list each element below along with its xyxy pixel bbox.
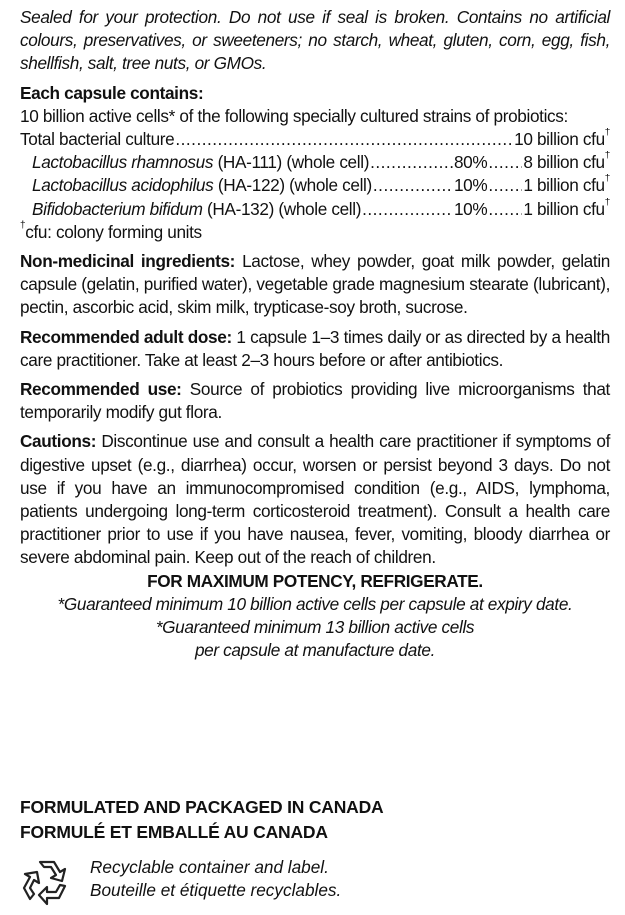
recycle-notice xyxy=(20,856,610,906)
total-culture-label: Total bacterial culture xyxy=(20,129,175,150)
strain-name: Bifidobacterium bifidum (HA-132) (whole cell) xyxy=(32,198,362,219)
cautions-section: Cautions: Discontinue use and consult a health care practitioner if symptoms of digestive upset (e.g., diarrhea) occur, worsen or persist beyond 3 days. Do not use if you have an immunocompromised condition (e.g., AIDS, lymphoma, patients undergoing long-term corticosteroid treatment). Consult a health care practitioner prior to use if you have nausea, fever, vomiting, bloody diarrhea or severe abdominal pain. Keep out of the reach of children. xyxy=(20,431,610,568)
capsule-heading: Each capsule contains: xyxy=(20,82,204,103)
strain-amount: 1 billion cfu† xyxy=(523,197,610,219)
dot-leader xyxy=(362,198,453,221)
recycle-text xyxy=(90,856,341,902)
origin-english: FORMULATED AND PACKAGED IN CANADA xyxy=(20,797,384,817)
use-heading: Recommended use: xyxy=(20,379,182,400)
product-label-text xyxy=(20,6,610,662)
strain-amount: 1 billion cfu† xyxy=(523,174,610,196)
strain-name: Lactobacillus rhamnosus (HA-111) (whole cell) xyxy=(32,152,370,173)
recycle-french: Bouteille et étiquette recyclables. xyxy=(90,880,342,900)
dose-heading: Recommended adult dose: xyxy=(20,326,232,347)
total-culture-amount: 10 billion cfu† xyxy=(514,128,610,150)
non-medicinal-heading: Non-medicinal ingredients: xyxy=(20,251,236,272)
non-medicinal-section: Non-medicinal ingredients: Lactose, whey powder, goat milk powder, gelatin capsule (gelatin, purified water), vegetable grade magnesium stearate (lubricant), pectin, ascorbic acid, skim milk, trypticase-soy broth, sucrose. xyxy=(20,251,610,318)
origin-french: FORMULÉ ET EMBALLÉ AU CANADA xyxy=(20,822,328,842)
strain-percent: 80% xyxy=(453,152,488,173)
dot-leader xyxy=(175,128,513,151)
strain-percent: 10% xyxy=(453,198,488,219)
strain-amount: 8 billion cfu† xyxy=(523,151,610,173)
seal-notice: Sealed for your protection. Do not use if seal is broken. Contains no artificial colours, preservatives, or sweeteners; no starch, wheat, gluten, corn, egg, fish, shellfish, salt, tree nuts, or GMOs. xyxy=(20,7,610,74)
strain-name: Lactobacillus acidophilus (HA-122) (whole cell) xyxy=(32,175,372,196)
dot-leader xyxy=(370,151,453,174)
dose-section: Recommended adult dose: 1 capsule 1–3 times daily or as directed by a health care practitioner. Take at least 2–3 hours before or after antibiotics. xyxy=(20,326,610,370)
dot-leader xyxy=(488,151,522,174)
capsule-description: 10 billion active cells* of the following specially cultured strains of probiotics: xyxy=(20,105,568,126)
guarantee-manufacture: *Guaranteed minimum 13 billion active cells xyxy=(155,617,475,638)
dot-leader xyxy=(373,174,453,197)
dot-leader xyxy=(488,198,522,221)
guarantee-manufacture-cont: per capsule at manufacture date. xyxy=(194,640,436,661)
strain-percent: 10% xyxy=(453,175,488,196)
guarantee-expiry: *Guaranteed minimum 10 billion active cells per capsule at expiry date. xyxy=(57,593,573,614)
dot-leader xyxy=(488,174,522,197)
strain-row xyxy=(20,198,610,221)
recycle-icon xyxy=(20,856,74,906)
refrigerate-notice: FOR MAXIMUM POTENCY, REFRIGERATE. xyxy=(147,570,483,591)
strain-row xyxy=(20,174,610,197)
recycle-english: Recyclable container and label. xyxy=(90,857,329,877)
use-section: Recommended use: Source of probiotics providing live microorganisms that temporarily modify gut flora. xyxy=(20,379,610,423)
cautions-heading: Cautions: xyxy=(20,431,97,452)
total-culture-row xyxy=(20,128,610,151)
strain-row xyxy=(20,151,610,174)
origin-statement xyxy=(20,795,610,845)
cfu-footnote: †cfu: colony forming units xyxy=(20,219,202,242)
